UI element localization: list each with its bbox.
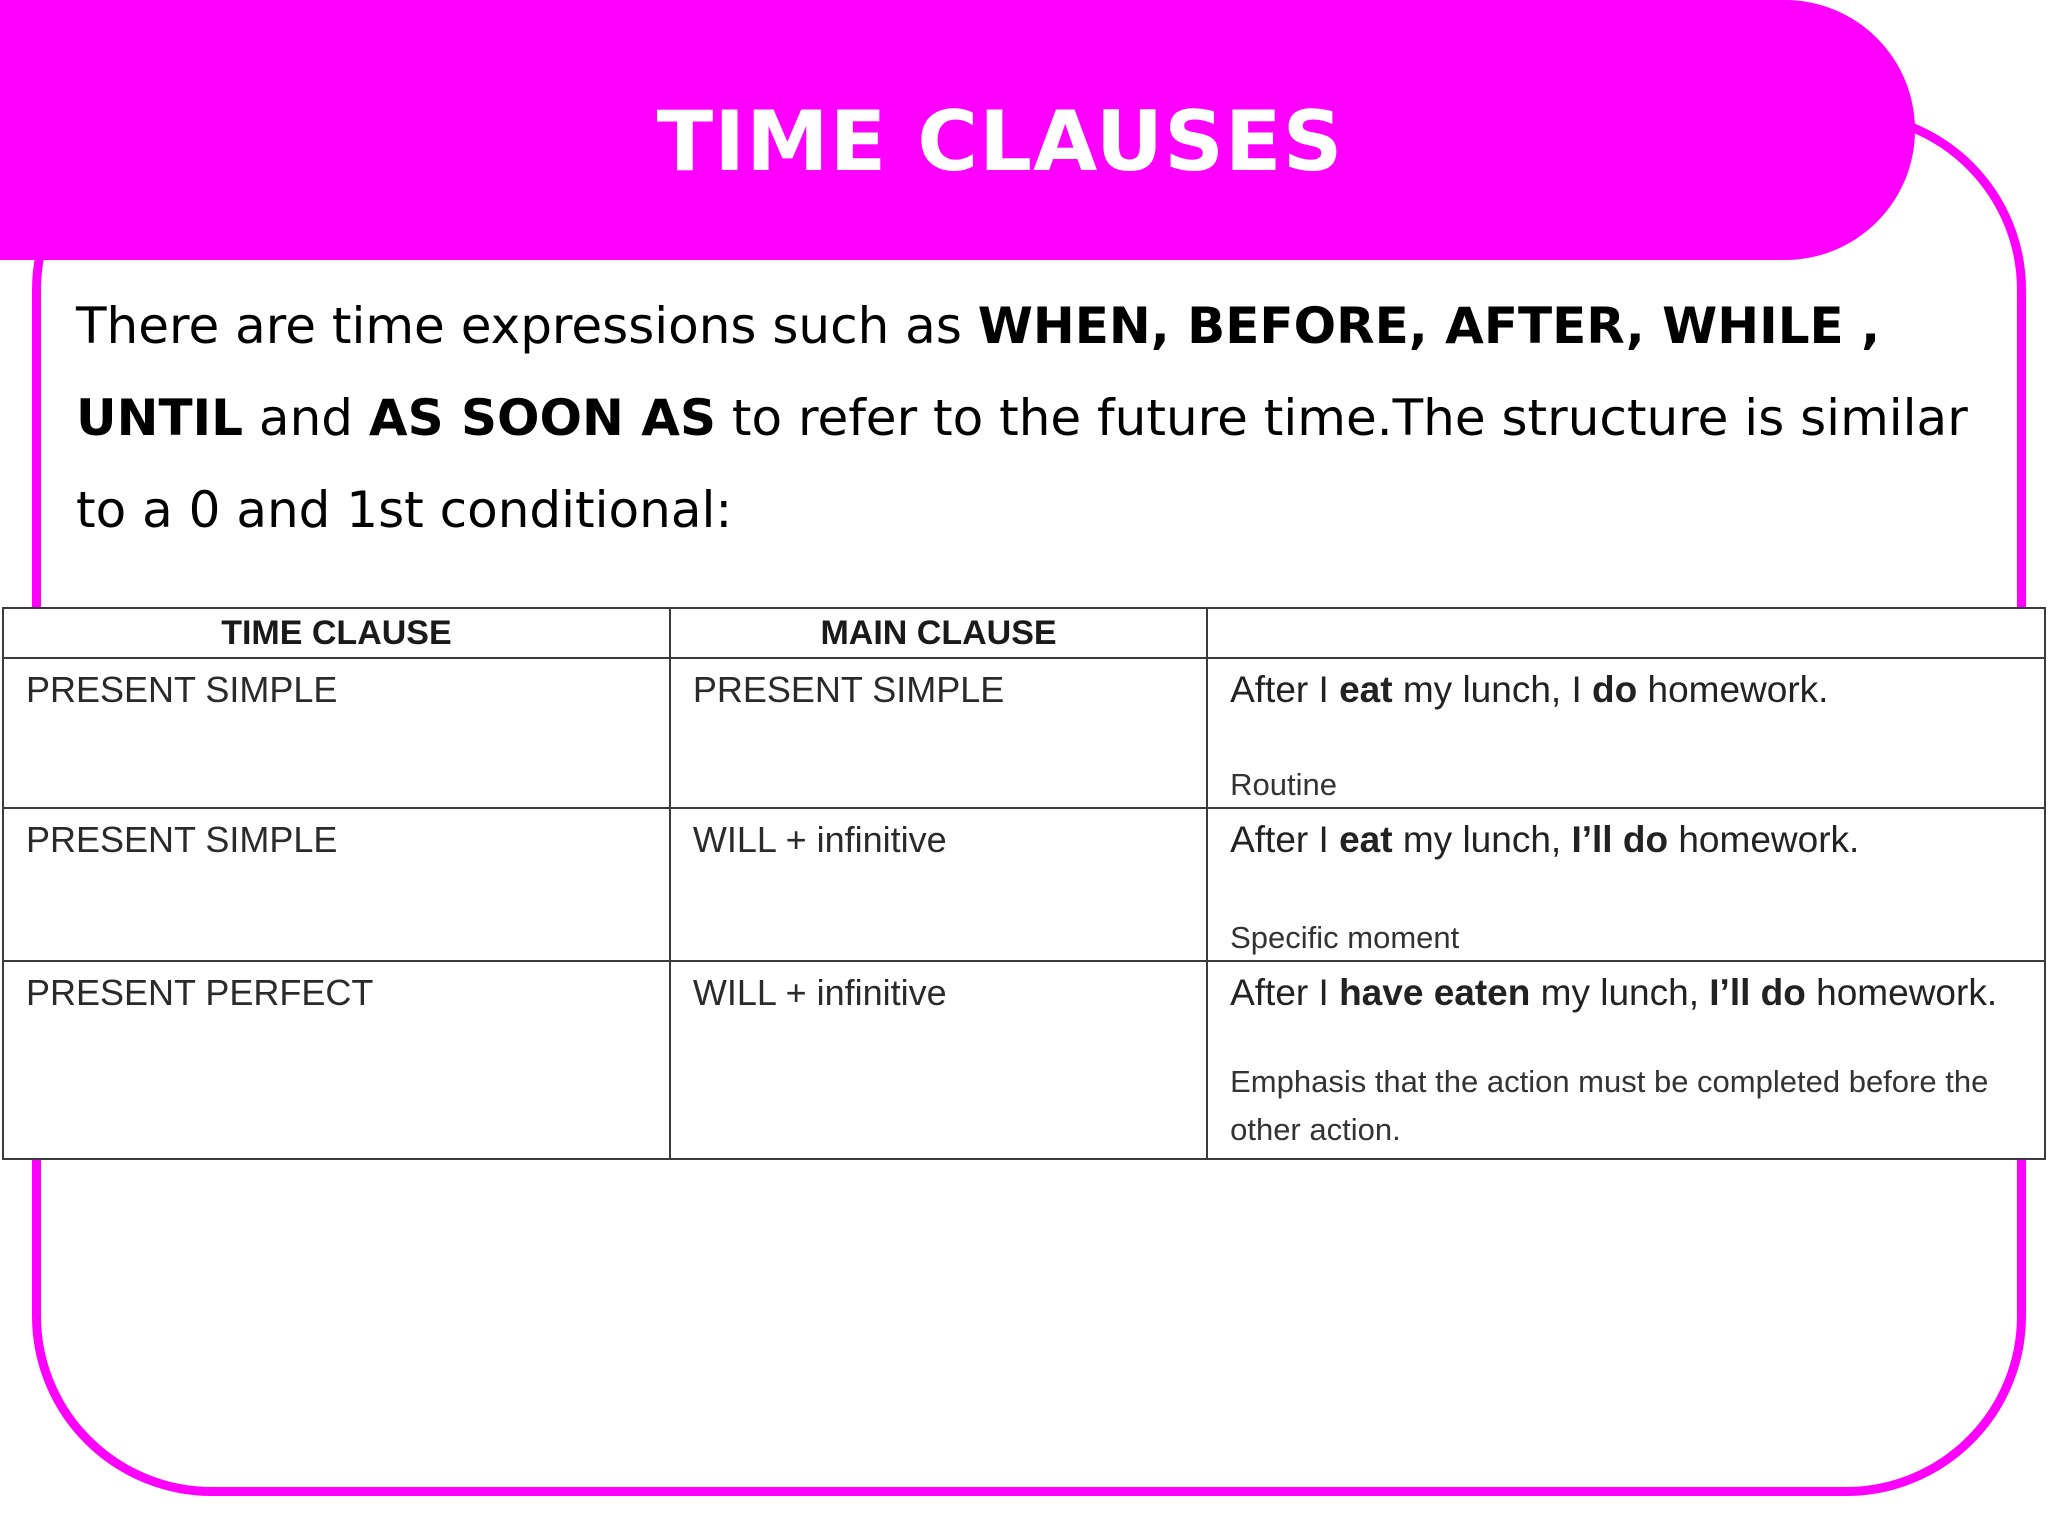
time-clause-cell: PRESENT PERFECT (26, 972, 374, 1013)
table-row (3, 658, 2045, 808)
time-clauses-table (2, 607, 2046, 1160)
main-clause-cell: WILL + infinitive (692, 819, 947, 860)
example-bold: I’ll do (1571, 819, 1669, 860)
column-header-example (1207, 608, 2045, 658)
example-bold: eat (1339, 669, 1393, 710)
example-cell (1208, 659, 2044, 807)
table-row (3, 961, 2045, 1159)
main-clause-cell: WILL + infinitive (692, 972, 947, 1013)
example-text: homework. (1668, 819, 1860, 860)
table-row (3, 808, 2045, 961)
example-bold: eat (1339, 819, 1393, 860)
example-bold: I’ll do (1709, 972, 1806, 1013)
column-header-main-clause: MAIN CLAUSE (670, 608, 1207, 658)
example-bold: do (1592, 669, 1638, 710)
example-sentence (1230, 972, 2044, 1014)
time-clause-cell: PRESENT SIMPLE (26, 669, 338, 710)
intro-keyword-until: UNTIL (76, 389, 244, 447)
example-text: my lunch, (1392, 819, 1572, 860)
main-clause-cell: PRESENT SIMPLE (692, 669, 1005, 710)
example-text: homework. (1637, 669, 1829, 710)
example-note: Routine (1230, 767, 1337, 802)
intro-text-1: There are time expressions such as (76, 297, 978, 355)
intro-text-3: to refer to the future time.The structure is similar to a 0 and 1st conditional: (76, 389, 1968, 539)
intro-paragraph (76, 280, 1976, 556)
example-sentence (1230, 669, 2044, 711)
example-text: my lunch, I (1392, 669, 1593, 710)
column-header-time-clause: TIME CLAUSE (3, 608, 670, 658)
example-text: After I (1230, 972, 1340, 1013)
time-clause-cell: PRESENT SIMPLE (26, 819, 338, 860)
example-sentence (1230, 819, 2044, 861)
table-header-row (3, 608, 2045, 658)
example-text: my lunch, (1530, 972, 1710, 1013)
intro-text-2: and (243, 389, 369, 447)
example-note: Emphasis that the action must be completed before the other action. (1230, 1064, 1989, 1147)
example-cell (1208, 809, 2044, 960)
example-cell (1208, 962, 2044, 1158)
page-title: TIME CLAUSES (656, 93, 1344, 190)
example-text: After I (1230, 819, 1340, 860)
example-bold: have eaten (1339, 972, 1531, 1013)
example-text: After I (1230, 669, 1340, 710)
example-text: homework. (1805, 972, 1998, 1013)
example-note: Specific moment (1230, 920, 1460, 955)
intro-keywords-1: WHEN, BEFORE, AFTER, WHILE , (977, 297, 1881, 355)
intro-keyword-as-soon-as: AS SOON AS (368, 389, 716, 447)
